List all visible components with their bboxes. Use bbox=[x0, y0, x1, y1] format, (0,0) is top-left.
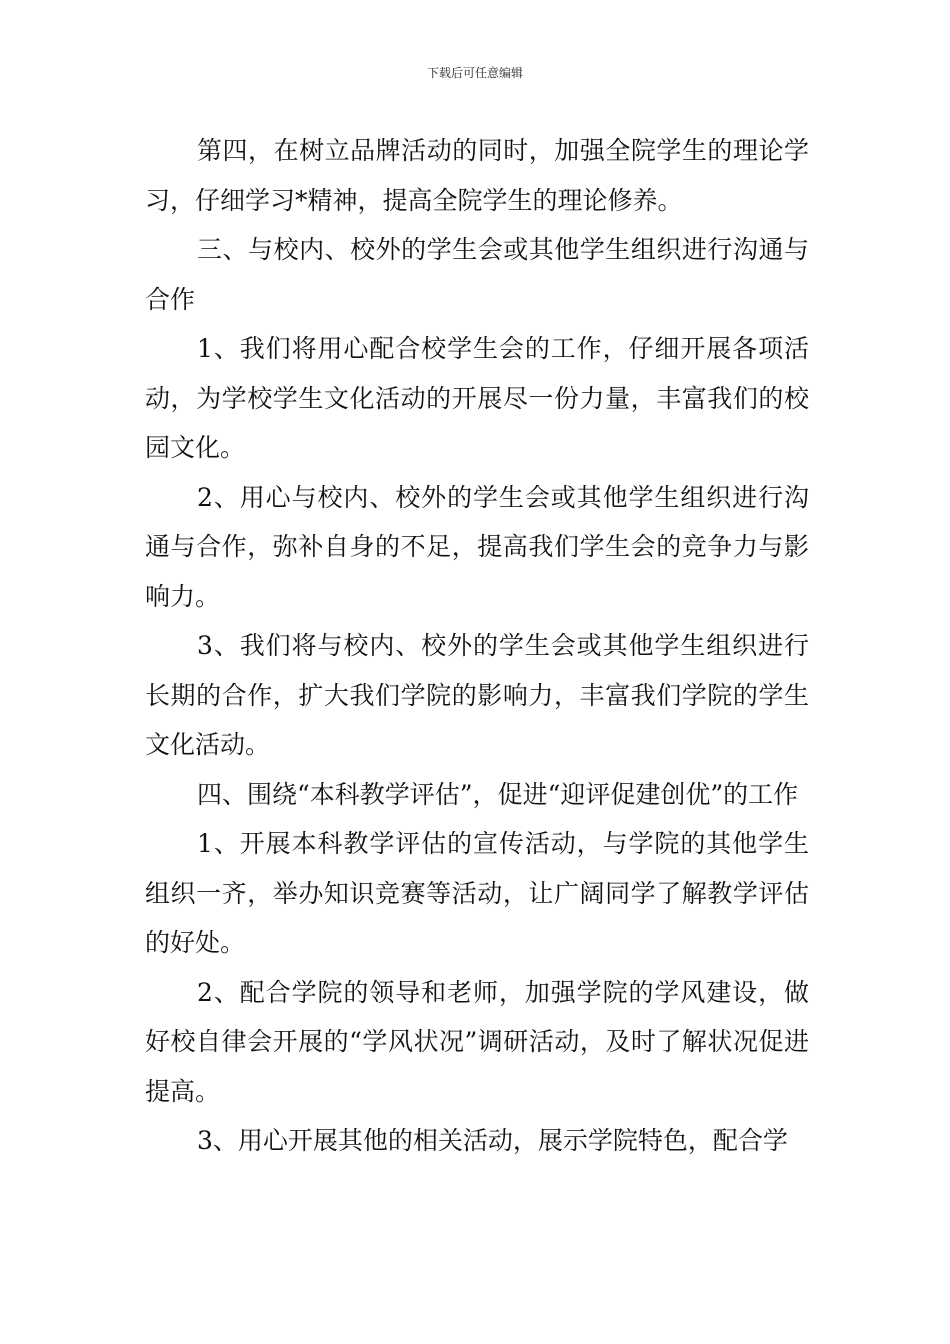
header-note: 下载后可任意编辑 bbox=[426, 66, 523, 80]
paragraph-cooperate-student-union: 1、我们将用心配合校学生会的工作，仔细开展各项活动，为学校学生文化活动的开展尽一份力量，丰富我们的校园文化。 bbox=[145, 334, 809, 462]
paragraph-other-activities: 3、用心开展其他的相关活动，展示学院特色，配合学 bbox=[197, 1126, 788, 1155]
section-heading-evaluation: 四、围绕“本科教学评估”，促进“迎评促建创优”的工作 bbox=[197, 779, 799, 809]
document-body bbox=[145, 126, 809, 1166]
paragraph-evaluation-publicity: 1、开展本科教学评估的宣传活动，与学院的其他学生组织一齐，举办知识竞赛等活动，让广阔同学了解教学评估的好处。 bbox=[145, 829, 809, 957]
paragraph-theory-study: 第四，在树立品牌活动的同时，加强全院学生的理论学习，仔细学习*精神，提高全院学生的理论修养。 bbox=[145, 136, 809, 215]
paragraph-long-term-cooperation: 3、我们将与校内、校外的学生会或其他学生组织进行长期的合作，扩大我们学院的影响力，丰富我们学院的学生文化活动。 bbox=[145, 631, 809, 759]
section-heading-communication: 三、与校内、校外的学生会或其他学生组织进行沟通与合作 bbox=[145, 235, 809, 314]
paragraph-study-style: 2、配合学院的领导和老师，加强学院的学风建设，做好校自律会开展的“学风状况”调研活动，及时了解状况促进提高。 bbox=[145, 977, 809, 1106]
paragraph-communicate-organizations: 2、用心与校内、校外的学生会或其他学生组织进行沟通与合作，弥补自身的不足，提高我们学生会的竞争力与影响力。 bbox=[145, 482, 809, 611]
